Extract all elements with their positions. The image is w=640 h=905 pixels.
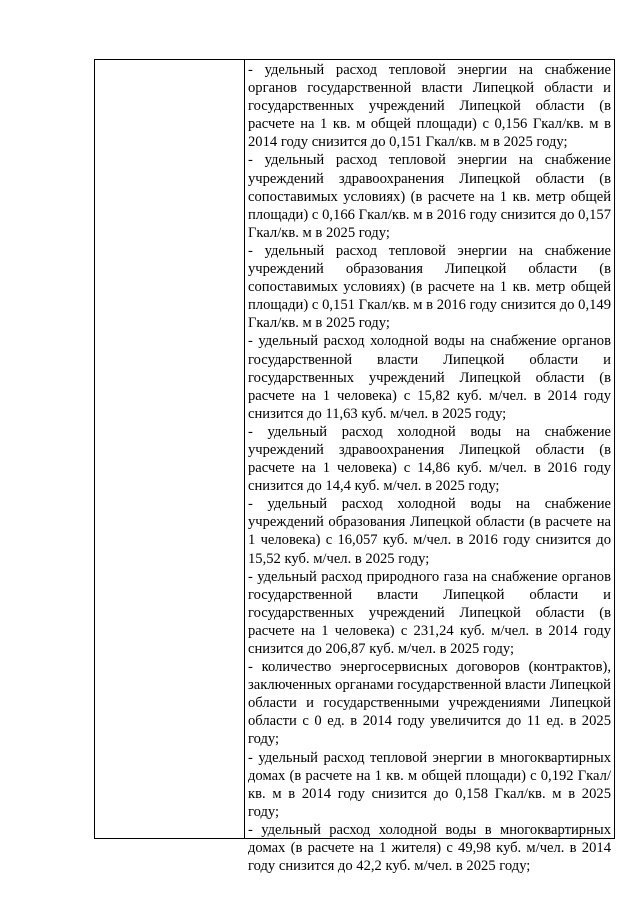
- table-left-cell: [95, 60, 245, 838]
- indicator-item: - удельный расход холодной воды на снабжение органов государственной власти Липецкой области и государственных учреждений Липецкой области (в расчете на 1 человека) с 15,82 куб. м/чел. в 2014 году снизится до 11,63 куб. м/чел. в 2025 году;: [248, 333, 611, 422]
- document-table: [94, 59, 615, 875]
- indicator-item: - удельный расход холодной воды в многоквартирных домах (в расчете на 1 жителя) с 49,98 куб. м/чел. в 2014 году снизится до 42,2 куб. м/чел. в 2025 году;: [248, 821, 611, 875]
- indicator-item: - удельный расход природного газа на снабжение органов государственной власти Липецкой области и государственных учреждений Липецкой области (в расчете на 1 человека) с 231,24 куб. м/чел. в 2014 году снизится до 206,87 куб. м/чел. в 2025 году;: [248, 568, 611, 657]
- indicator-item: - удельный расход тепловой энергии на снабжение учреждений образования Липецкой области (в сопоставимых условиях) (в расчете на 1 кв. метр общей площади) с 0,151 Гкал/кв. м в 2016 году снизится до 0,149 Гкал/кв. м в 2025 году;: [248, 242, 611, 332]
- indicator-item: - удельный расход тепловой энергии на снабжение учреждений здравоохранения Липецкой области (в сопоставимых условиях) (в расчете на 1 кв. метр общей площади) с 0,166 Гкал/кв. м в 2016 году снизится до 0,157 Гкал/кв. м в 2025 году;: [248, 152, 611, 241]
- indicator-item: - удельный расход тепловой энергии в многоквартирных домах (в расчете на 1 кв. м общей площади) с 0,192 Гкал/кв. м в 2014 году снизится до 0,158 Гкал/кв. м в 2025 году;: [248, 749, 611, 820]
- indicator-item: - количество энергосервисных договоров (контрактов), заключенных органами государственной власти Липецкой области и государственными учреждениями Липецкой области с 0 ед. в 2014 году увеличится до 11 ед. в 2025 году;: [248, 659, 611, 748]
- indicator-item: - удельный расход холодной воды на снабжение учреждений образования Липецкой области (в расчете на 1 человека) с 16,057 куб. м/чел. в 2016 году снизится до 15,52 куб. м/чел. в 2025 году;: [248, 496, 611, 567]
- table-right-cell: [245, 60, 614, 875]
- indicator-item: - удельный расход тепловой энергии на снабжение органов государственной власти Липецкой области и государственных учреждений Липецкой области (в расчете на 1 кв. м общей площади) с 0,156 Гкал/кв. м в 2014 году снизится до 0,151 Гкал/кв. м в 2025 году;: [248, 62, 611, 151]
- indicator-item: - удельный расход холодной воды на снабжение учреждений здравоохранения Липецкой области (в расчете на 1 человека) с 14,86 куб. м/чел. в 2016 году снизится до 14,4 куб. м/чел. в 2025 году;: [248, 423, 611, 495]
